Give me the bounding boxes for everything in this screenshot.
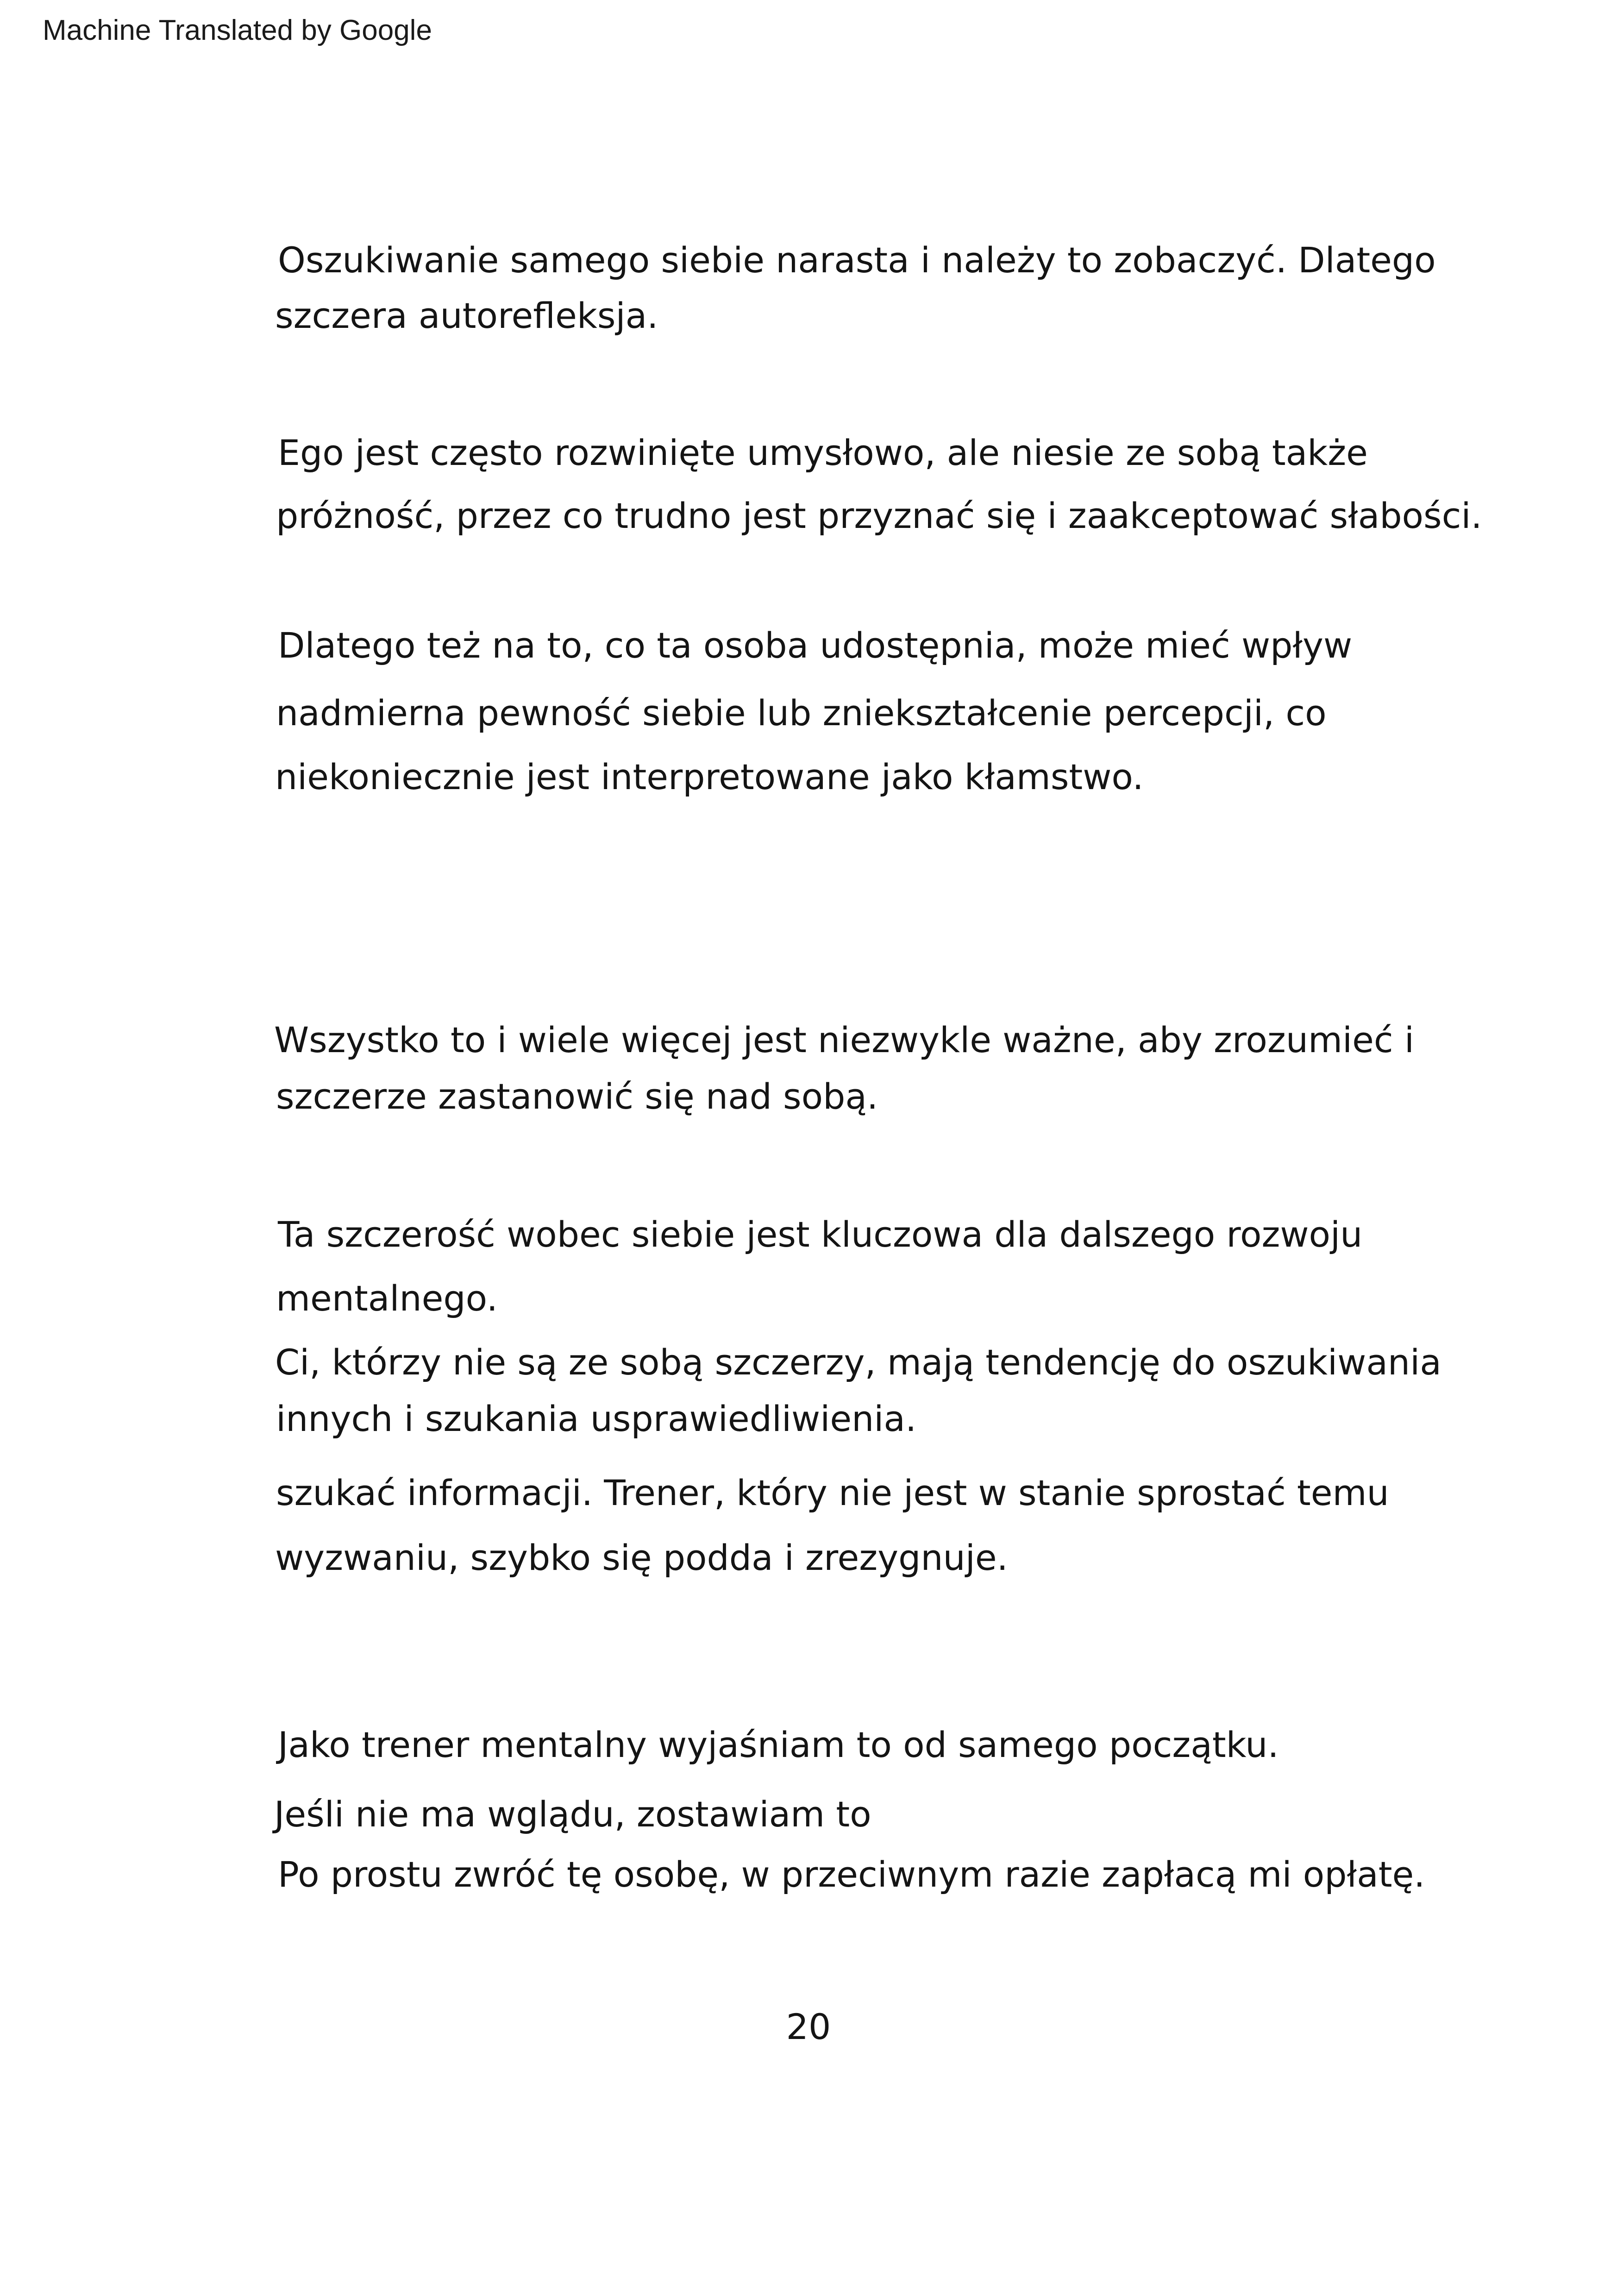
paragraph-1-line-1: Oszukiwanie samego siebie narasta i należy to zobaczyć. Dlatego — [278, 239, 1436, 281]
paragraph-4-line-2: szczerze zastanowić się nad sobą. — [276, 1076, 878, 1117]
paragraph-3-line-2: nadmierna pewność siebie lub zniekształcenie percepcji, co — [276, 692, 1327, 734]
paragraph-5-line-2: mentalnego. — [276, 1278, 498, 1319]
paragraph-2-line-2: próżność, przez co trudno jest przyznać się i zaakceptować słabości. — [276, 495, 1482, 536]
paragraph-5-line-5: szukać informacji. Trener, który nie jest w stanie sprostać temu — [276, 1472, 1389, 1513]
paragraph-3-line-3: niekoniecznie jest interpretowane jako kłamstwo. — [275, 756, 1144, 797]
paragraph-4-line-1: Wszystko to i wiele więcej jest niezwykle ważne, aby zrozumieć i — [274, 1019, 1414, 1060]
paragraph-2-line-1: Ego jest często rozwinięte umysłowo, ale niesie ze sobą także — [278, 432, 1368, 473]
paragraph-5-line-4: innych i szukania usprawiedliwienia. — [276, 1398, 917, 1439]
page-number: 20 — [786, 2006, 831, 2047]
paragraph-6-line-2: Jeśli nie ma wglądu, zostawiam to — [274, 1794, 871, 1835]
paragraph-1-line-2: szczera autorefleksja. — [275, 295, 658, 336]
paragraph-6-line-3: Po prostu zwróć tę osobę, w przeciwnym razie zapłacą mi opłatę. — [278, 1854, 1425, 1895]
paragraph-5-line-6: wyzwaniu, szybko się podda i zrezygnuje. — [275, 1537, 1008, 1578]
machine-translation-banner: Machine Translated by Google — [43, 14, 432, 46]
paragraph-5-line-3: Ci, którzy nie są ze sobą szczerzy, mają tendencję do oszukiwania — [275, 1342, 1442, 1383]
paragraph-3-line-1: Dlatego też na to, co ta osoba udostępnia, może mieć wpływ — [278, 625, 1353, 666]
paragraph-6-line-1: Jako trener mentalny wyjaśniam to od samego początku. — [278, 1724, 1279, 1765]
paragraph-5-line-1: Ta szczerość wobec siebie jest kluczowa dla dalszego rozwoju — [278, 1214, 1363, 1255]
